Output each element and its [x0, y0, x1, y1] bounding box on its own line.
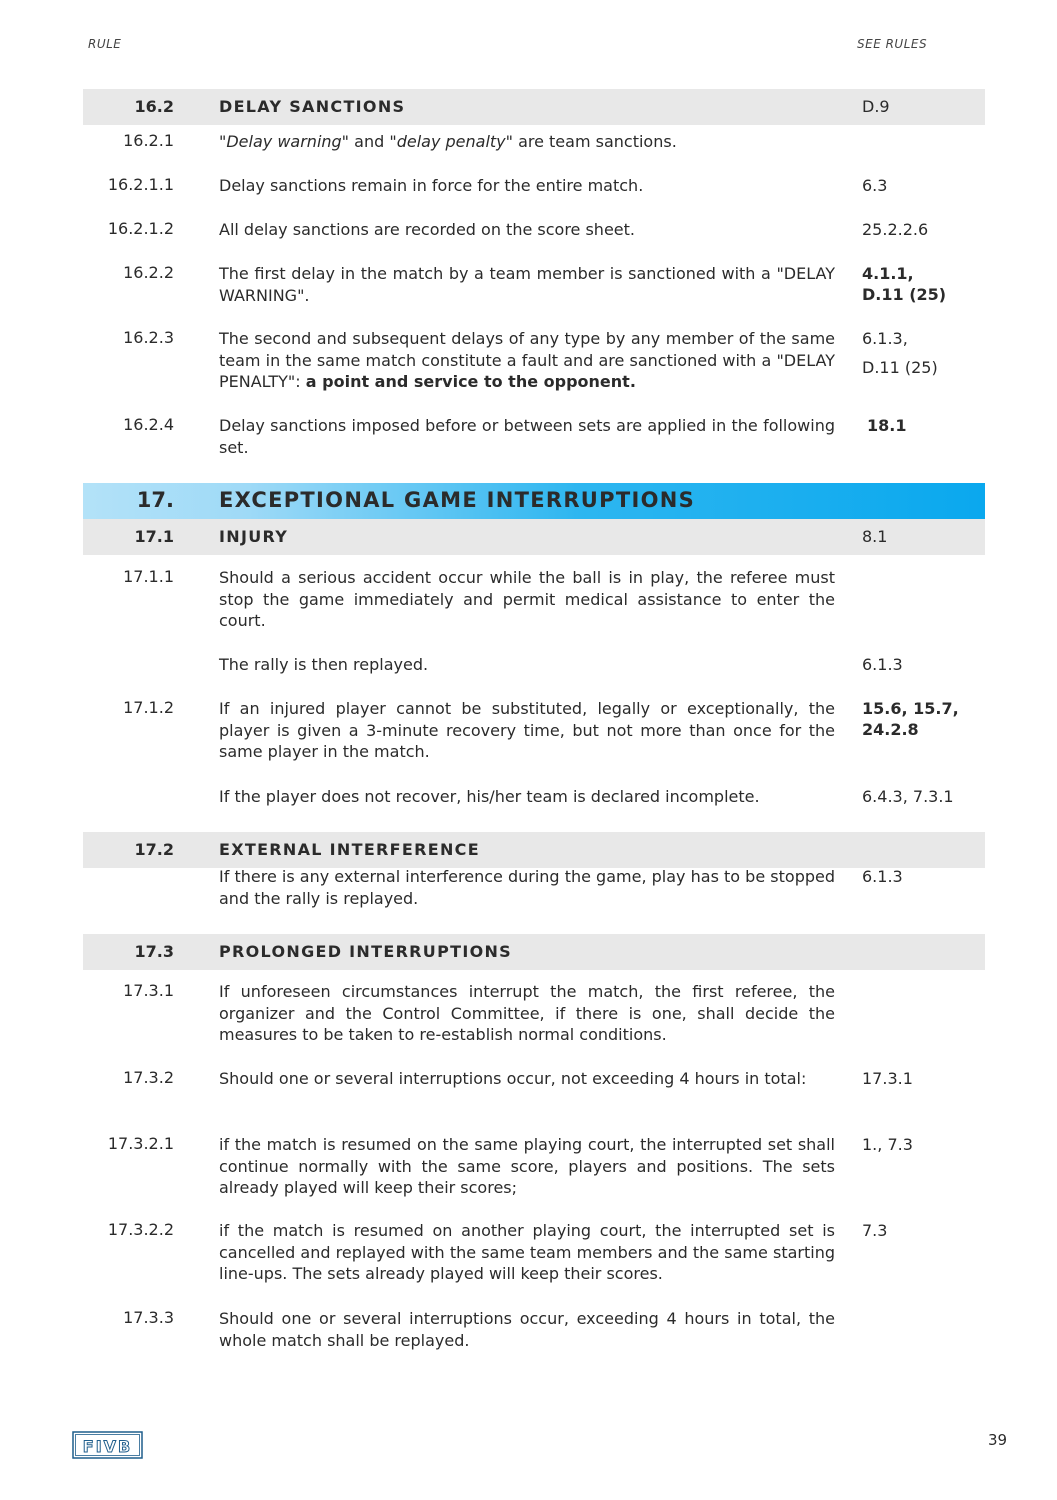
section-number: 17.1: [134, 527, 174, 546]
rule-number: 16.2.1: [123, 131, 174, 150]
rule-text: Delay sanctions imposed before or between sets are applied in the following set.: [219, 416, 835, 457]
rule-reference: 6.1.3: [862, 867, 903, 886]
rule-text: If the player does not recover, his/her team is declared incomplete.: [219, 787, 760, 806]
rule-text: All delay sanctions are recorded on the score sheet.: [219, 220, 635, 239]
rule-column-header: RULE: [88, 37, 122, 51]
rule-text: Delay sanctions remain in force for the entire match.: [219, 176, 644, 195]
section-17-3-header: [83, 934, 985, 970]
rule-number: 16.2.1.1: [107, 175, 174, 194]
section-reference: D.9: [862, 97, 890, 116]
rule-text: The first delay in the match by a team member is sanctioned with a "DELAY WARNING".: [219, 264, 835, 305]
section-title: INJURY: [219, 527, 289, 546]
rule-number: 17.3.3: [123, 1308, 174, 1327]
rule-text: If unforeseen circumstances interrupt the match, the first referee, the organizer and the Control Committee, if there is one, shall decide the measures to be taken to re-establish normal conditions.: [219, 982, 835, 1044]
chapter-17-header: [83, 483, 985, 519]
rule-number: 17.3.2: [123, 1068, 174, 1087]
rule-text: Should one or several interruptions occur, exceeding 4 hours in total, the whole match shall be replayed.: [219, 1309, 835, 1350]
rule-number: 17.3.1: [123, 981, 174, 1000]
section-16-2-header: [83, 89, 985, 125]
chapter-number: 17.: [136, 488, 174, 512]
rule-text-conj: and: [349, 132, 390, 151]
rule-reference-1: 4.1.1,: [862, 264, 914, 283]
rule-number: 17.1.2: [123, 698, 174, 717]
rule-reference-2: 24.2.8: [862, 720, 919, 739]
rule-number: 17.1.1: [123, 567, 174, 586]
section-title: DELAY SANCTIONS: [219, 97, 406, 116]
rule-text: The rally is then replayed.: [219, 655, 429, 674]
rule-reference-1: 15.6, 15.7,: [862, 699, 959, 718]
rule-number: 17.3.2.1: [107, 1134, 174, 1153]
rule-text: if the match is resumed on another playing court, the interrupted set is cancelled and replayed with the same team members and the same starting line-ups. The sets already played will keep their scores.: [219, 1221, 835, 1283]
rule-number: 16.2.2: [123, 263, 174, 282]
rule-number: 16.2.4: [123, 415, 174, 434]
rule-text: If there is any external interference during the game, play has to be stopped and the rally is replayed.: [219, 867, 835, 908]
rule-reference: 6.4.3, 7.3.1: [862, 787, 954, 806]
rule-number: 16.2.1.2: [107, 219, 174, 238]
rule-reference-1: 6.1.3,: [862, 329, 908, 348]
chapter-title: EXCEPTIONAL GAME INTERRUPTIONS: [219, 488, 696, 512]
fivb-logo: [72, 1431, 143, 1459]
term-delay-warning: "Delay warning": [219, 132, 350, 151]
rule-number: 16.2.3: [123, 328, 174, 347]
rule-text: Should a serious accident occur while the ball is in play, the referee must stop the game immediately and permit medical assistance to enter the court.: [219, 568, 835, 630]
rule-text: Should one or several interruptions occur, not exceeding 4 hours in total:: [219, 1069, 807, 1088]
rule-reference: 25.2.2.6: [862, 220, 929, 239]
rule-reference: 6.1.3: [862, 655, 903, 674]
rule-text: if the match is resumed on the same playing court, the interrupted set shall continue normally with the same score, players and positions. The sets already played will keep their scores;: [219, 1135, 835, 1197]
see-rules-column-header: SEE RULES: [857, 37, 928, 51]
rule-reference: 17.3.1: [862, 1069, 913, 1088]
rule-text: If an injured player cannot be substituted, legally or exceptionally, the player is given a 3-minute recovery time, but not more than once for the same player in the match.: [219, 699, 835, 761]
rule-reference-2: D.11 (25): [862, 285, 947, 304]
section-17-1-header: [83, 519, 985, 555]
rule-text-bold: a point and service to the opponent.: [305, 372, 636, 391]
section-number: 17.3: [134, 942, 174, 961]
section-number: 17.2: [134, 840, 174, 859]
logo-wordmark: FIVB: [82, 1437, 133, 1456]
section-17-2-header: [83, 832, 985, 868]
rule-reference: 1., 7.3: [862, 1135, 913, 1154]
rule-reference-2: D.11 (25): [862, 358, 938, 377]
term-delay-penalty: "delay penalty": [389, 132, 513, 151]
rule-text-main: The second and subsequent delays of any type by any member of the same team in the same match constitute a fault and are sanctioned with a "DELAY PENALTY":: [219, 329, 835, 391]
rule-text-rest: are team sanctions.: [512, 132, 677, 151]
rule-number: 17.3.2.2: [107, 1220, 174, 1239]
rule-reference: 7.3: [862, 1221, 888, 1240]
section-title: EXTERNAL INTERFERENCE: [219, 840, 480, 859]
rule-text: [219, 131, 835, 153]
rule-reference: 18.1: [867, 416, 907, 435]
section-number: 16.2: [134, 97, 174, 116]
section-reference: 8.1: [862, 527, 888, 546]
page-number: 39: [988, 1431, 1008, 1449]
rule-text: [219, 328, 835, 393]
rule-reference: 6.3: [862, 176, 888, 195]
section-title: PROLONGED INTERRUPTIONS: [219, 942, 513, 961]
